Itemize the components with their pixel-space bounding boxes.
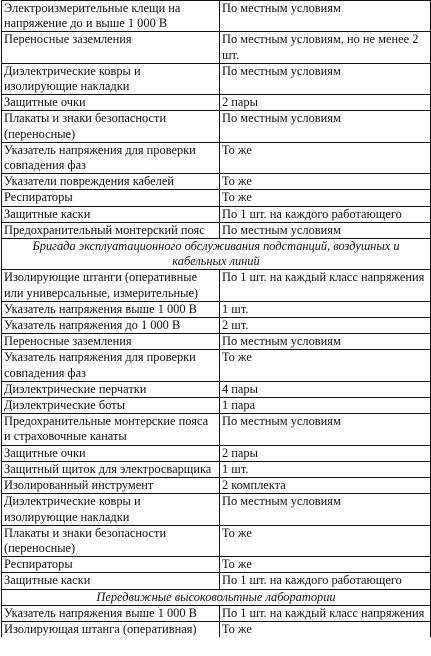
table-row: [2, 142, 431, 173]
equipment-name-cell: Указатель напряжения для проверки совпадения фаз: [2, 350, 220, 381]
quantity-cell: По местным условиям: [220, 111, 431, 142]
table-row: [2, 621, 431, 637]
quantity-cell: По 1 шт. на каждого работающего: [220, 573, 431, 589]
equipment-name-cell: Указатели повреждения кабелей: [2, 174, 220, 190]
quantity-cell: 1 пара: [220, 398, 431, 414]
equipment-name-cell: Указатель напряжения выше 1 000 В: [2, 301, 220, 317]
equipment-name-cell: Защитные каски: [2, 206, 220, 222]
section-header-row: [2, 239, 431, 270]
quantity-cell: По местным условиям: [220, 494, 431, 525]
equipment-name-cell: Указатель напряжения до 1 000 В: [2, 318, 220, 334]
quantity-cell: По местным условиям: [220, 222, 431, 238]
table-row: [2, 414, 431, 445]
equipment-name-cell: Предохранительный монтерский пояс: [2, 222, 220, 238]
equipment-name-cell: Электроизмерительные клещи на напряжение до и выше 1 000 В: [2, 1, 220, 32]
quantity-cell: То же: [220, 621, 431, 637]
equipment-name-cell: Защитные каски: [2, 573, 220, 589]
section-header-row: [2, 589, 431, 605]
quantity-cell: То же: [220, 350, 431, 381]
table-row: [2, 461, 431, 477]
equipment-name-cell: Респираторы: [2, 190, 220, 206]
equipment-name-cell: Изолирующая штанга (оперативная): [2, 621, 220, 637]
protective-equipment-table: [1, 0, 431, 637]
quantity-cell: По 1 шт. на каждый класс напряжения: [220, 605, 431, 621]
quantity-cell: 2 шт.: [220, 318, 431, 334]
table-row: [2, 494, 431, 525]
quantity-cell: По местным условиям: [220, 334, 431, 350]
table-row: [2, 63, 431, 94]
quantity-cell: По местным условиям: [220, 63, 431, 94]
equipment-name-cell: Переносные заземления: [2, 334, 220, 350]
table-row: [2, 573, 431, 589]
table-row: [2, 318, 431, 334]
equipment-name-cell: Плакаты и знаки безопасности (переносные): [2, 525, 220, 556]
equipment-name-cell: Защитный щиток для электросварщика: [2, 461, 220, 477]
section-title: Бригада эксплуатационного обслуживания подстанций, воздушных и кабельных линий: [2, 239, 431, 270]
quantity-cell: 2 комплекта: [220, 478, 431, 494]
quantity-cell: 1 шт.: [220, 461, 431, 477]
table-row: [2, 1, 431, 32]
table-row: [2, 32, 431, 63]
equipment-name-cell: Изолированный инструмент: [2, 478, 220, 494]
table-row: [2, 398, 431, 414]
quantity-cell: 2 пары: [220, 445, 431, 461]
table-body: [2, 1, 431, 638]
table-row: [2, 95, 431, 111]
quantity-cell: 2 пары: [220, 95, 431, 111]
table-row: [2, 174, 431, 190]
quantity-cell: По 1 шт. на каждый класс напряжения: [220, 270, 431, 301]
table-row: [2, 478, 431, 494]
equipment-name-cell: Диэлектрические ковры и изолирующие накладки: [2, 494, 220, 525]
quantity-cell: То же: [220, 525, 431, 556]
equipment-name-cell: Диэлектрические боты: [2, 398, 220, 414]
quantity-cell: То же: [220, 174, 431, 190]
equipment-name-cell: Респираторы: [2, 557, 220, 573]
section-title: Передвижные высоковольтные лаборатории: [2, 589, 431, 605]
table-row: [2, 334, 431, 350]
equipment-name-cell: Диэлектрические перчатки: [2, 381, 220, 397]
table-row: [2, 222, 431, 238]
quantity-cell: По 1 шт. на каждого работающего: [220, 206, 431, 222]
table-row: [2, 190, 431, 206]
table-row: [2, 557, 431, 573]
equipment-name-cell: Изолирующие штанги (оперативные или универсальные, измерительные): [2, 270, 220, 301]
table-row: [2, 381, 431, 397]
quantity-cell: По местным условиям: [220, 1, 431, 32]
equipment-name-cell: Указатель напряжения выше 1 000 В: [2, 605, 220, 621]
equipment-name-cell: Защитные очки: [2, 95, 220, 111]
quantity-cell: То же: [220, 557, 431, 573]
table-row: [2, 525, 431, 556]
quantity-cell: 4 пары: [220, 381, 431, 397]
quantity-cell: То же: [220, 142, 431, 173]
table-row: [2, 270, 431, 301]
equipment-name-cell: Диэлектрические ковры и изолирующие накладки: [2, 63, 220, 94]
quantity-cell: По местным условиям, но не менее 2 шт.: [220, 32, 431, 63]
equipment-name-cell: Защитные очки: [2, 445, 220, 461]
table-row: [2, 301, 431, 317]
table-row: [2, 206, 431, 222]
equipment-name-cell: Указатель напряжения для проверки совпадения фаз: [2, 142, 220, 173]
equipment-name-cell: Плакаты и знаки безопасности (переносные): [2, 111, 220, 142]
equipment-name-cell: Предохранительные монтерские пояса и страховочные канаты: [2, 414, 220, 445]
table-row: [2, 605, 431, 621]
table-row: [2, 445, 431, 461]
equipment-name-cell: Переносные заземления: [2, 32, 220, 63]
table-row: [2, 111, 431, 142]
quantity-cell: 1 шт.: [220, 301, 431, 317]
quantity-cell: По местным условиям: [220, 414, 431, 445]
table-row: [2, 350, 431, 381]
quantity-cell: То же: [220, 190, 431, 206]
